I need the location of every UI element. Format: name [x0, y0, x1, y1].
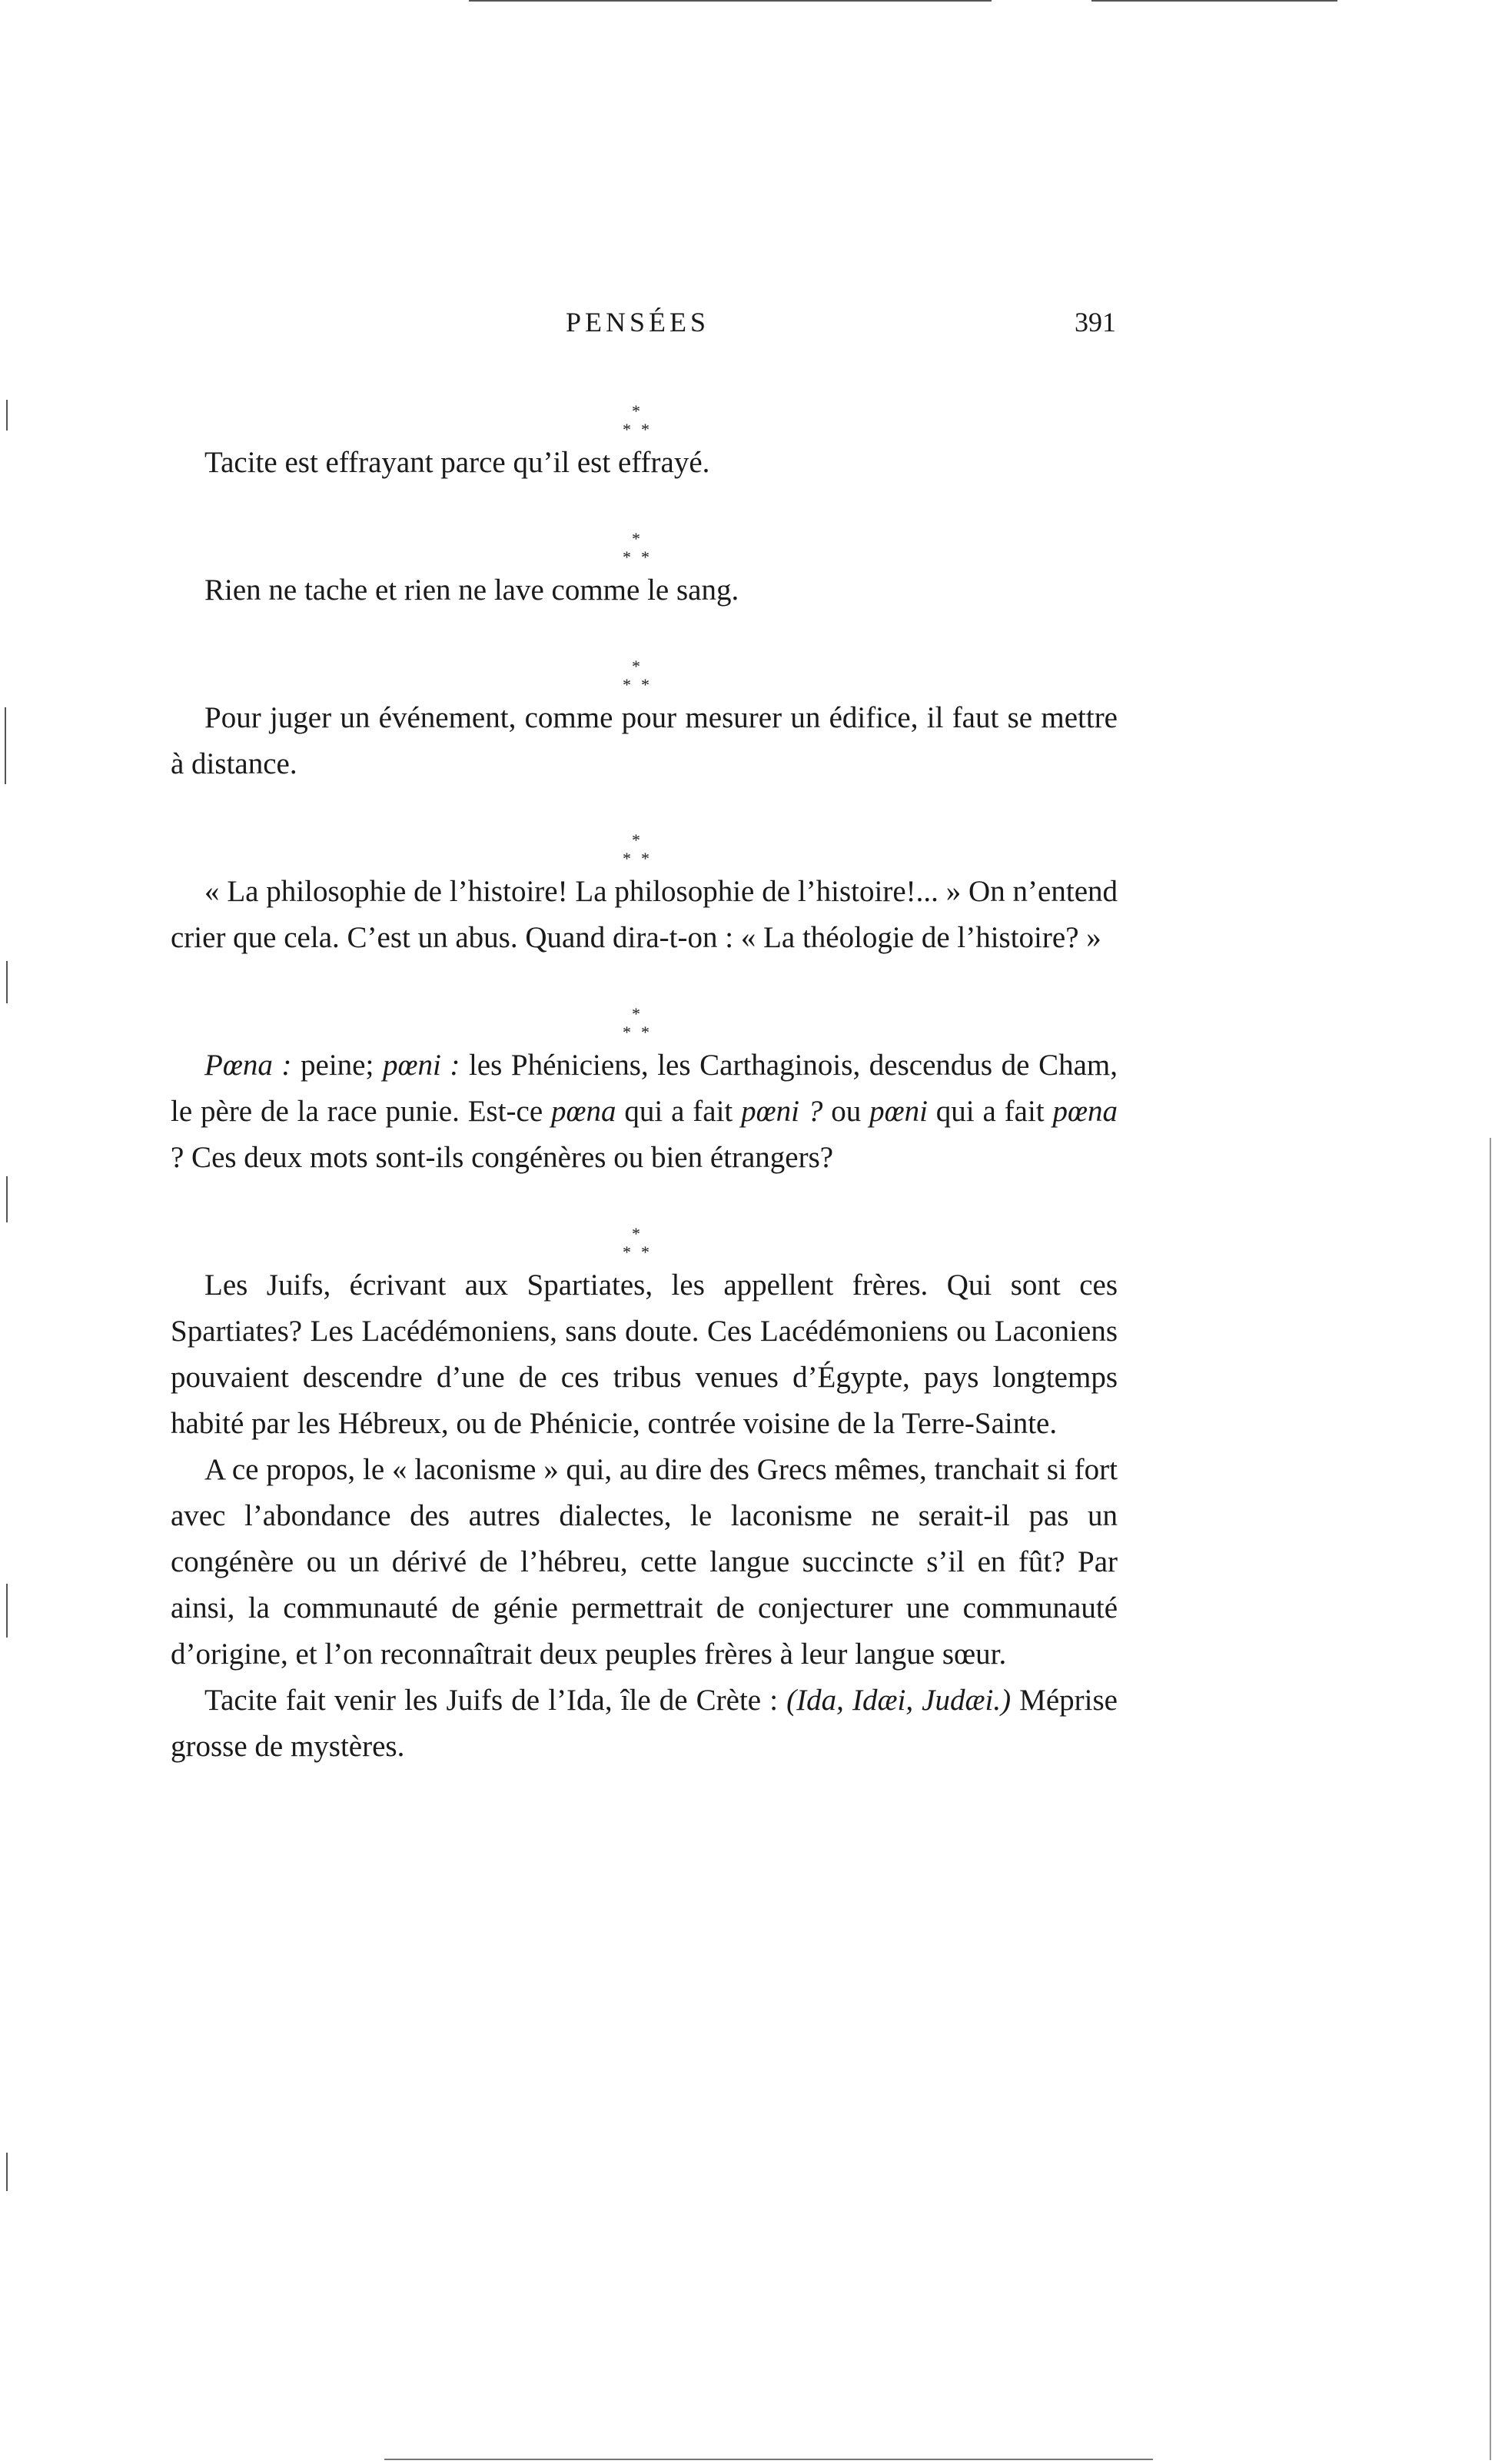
text-run: peine; — [291, 1049, 383, 1082]
asterism-star: * — [623, 1023, 631, 1042]
scan-edge-left-6 — [6, 2153, 8, 2191]
latin-word: pœni : — [382, 1049, 460, 1082]
thought-philosophie: « La philosophie de l’histoire! La philosophie de l’histoire!... » On n’entend crier que cela. C’est un abus. Quand dira-t-on : « La théologie de l’histoire? » — [171, 875, 1118, 954]
scan-edge-left-3 — [6, 961, 8, 1003]
text-run: Méprise grosse de mystères. — [171, 1684, 1118, 1763]
scan-edge-right — [1490, 1138, 1491, 2460]
text-run: Tacite fait venir les Juifs de l’Ida, île de Crète : — [204, 1684, 787, 1717]
asterism — [171, 392, 1118, 440]
running-title: PENSÉES — [566, 307, 710, 338]
thought-laconisme-paragraph: A ce propos, le « laconisme » qui, au dire des Grecs mêmes, tranchait si fort avec l’abondance des autres dialectes, le laconisme ne serait-il pas un congénère ou un dérivé de l’hébreu, cette langue succincte s’il en fût? Par ainsi, la communauté de génie permettrait de conjecturer une communauté d’origine, et l’on reconnaîtrait deux peuples frères à leur langue sœur. — [171, 1453, 1118, 1671]
latin-word: pœni ? — [741, 1095, 823, 1128]
latin-word: pœna — [1052, 1095, 1118, 1128]
asterism-star: * — [641, 420, 649, 439]
thought-evenement: Pour juger un événement, comme pour mesurer un édifice, il faut se mettre à distance. — [171, 701, 1118, 780]
scan-edge-left-5 — [6, 1584, 8, 1638]
text-block — [171, 392, 1118, 1770]
text-run: qui a fait — [616, 1095, 742, 1128]
scan-edge-top — [469, 0, 992, 2]
scan-edge-left-4 — [6, 1176, 8, 1222]
asterism-star: * — [632, 830, 640, 850]
asterism-star: * — [623, 849, 631, 868]
asterism-star: * — [623, 1242, 631, 1262]
asterism-star: * — [641, 1023, 649, 1042]
text-run: les Phéniciens, les Carthaginois, descendus de Cham, le père de la race punie. Est-ce — [171, 1049, 1118, 1128]
asterism — [171, 647, 1118, 695]
asterism-star: * — [623, 675, 631, 694]
thought-sang: Rien ne tache et rien ne lave comme le sang. — [204, 574, 739, 607]
latin-phrase: (Ida, Idæi, Judæi.) — [786, 1684, 1012, 1717]
asterism-star: * — [623, 420, 631, 439]
thought-poena — [171, 1042, 1118, 1181]
asterism-star: * — [641, 849, 649, 868]
running-head — [0, 306, 1495, 344]
asterism-star: * — [632, 1004, 640, 1023]
scan-edge-left-2 — [5, 707, 6, 784]
asterism — [171, 1215, 1118, 1262]
asterism — [171, 995, 1118, 1042]
latin-word: pœna — [551, 1095, 616, 1128]
scan-edge-left-1 — [6, 400, 8, 431]
asterism-star: * — [632, 1224, 640, 1243]
scan-edge-bottom — [384, 2459, 1153, 2460]
latin-word: Pœna : — [204, 1049, 292, 1082]
asterism-star: * — [632, 529, 640, 548]
thought-ida-paragraph — [171, 1678, 1118, 1770]
asterism-star: * — [641, 675, 649, 694]
thought-juifs-paragraph: Les Juifs, écrivant aux Spartiates, les appellent frères. Qui sont ces Spartiates? Les Lacédémoniens, sans doute. Ces Lacédémoniens ou Laconiens pouvaient descendre d’une de ces tribus venues d’Égypte, pays longtemps habité par les Hébreux, ou de Phénicie, contrée voisine de la Terre-Sainte. — [171, 1269, 1118, 1440]
text-run: ou — [822, 1095, 870, 1128]
asterism-star: * — [641, 547, 649, 567]
asterism — [171, 821, 1118, 869]
asterism-star: * — [623, 547, 631, 567]
asterism-star: * — [632, 401, 640, 421]
text-run: qui a fait — [927, 1095, 1053, 1128]
asterism — [171, 520, 1118, 567]
page-number: 391 — [1075, 307, 1116, 338]
scan-edge-top-right — [1091, 0, 1337, 2]
latin-word: pœni — [869, 1095, 928, 1128]
asterism-star: * — [632, 657, 640, 676]
thought-tacite: Tacite est effrayant parce qu’il est effrayé. — [204, 446, 710, 479]
text-run: ? Ces deux mots sont-ils congénères ou bien étrangers? — [171, 1141, 834, 1174]
asterism-star: * — [641, 1242, 649, 1262]
